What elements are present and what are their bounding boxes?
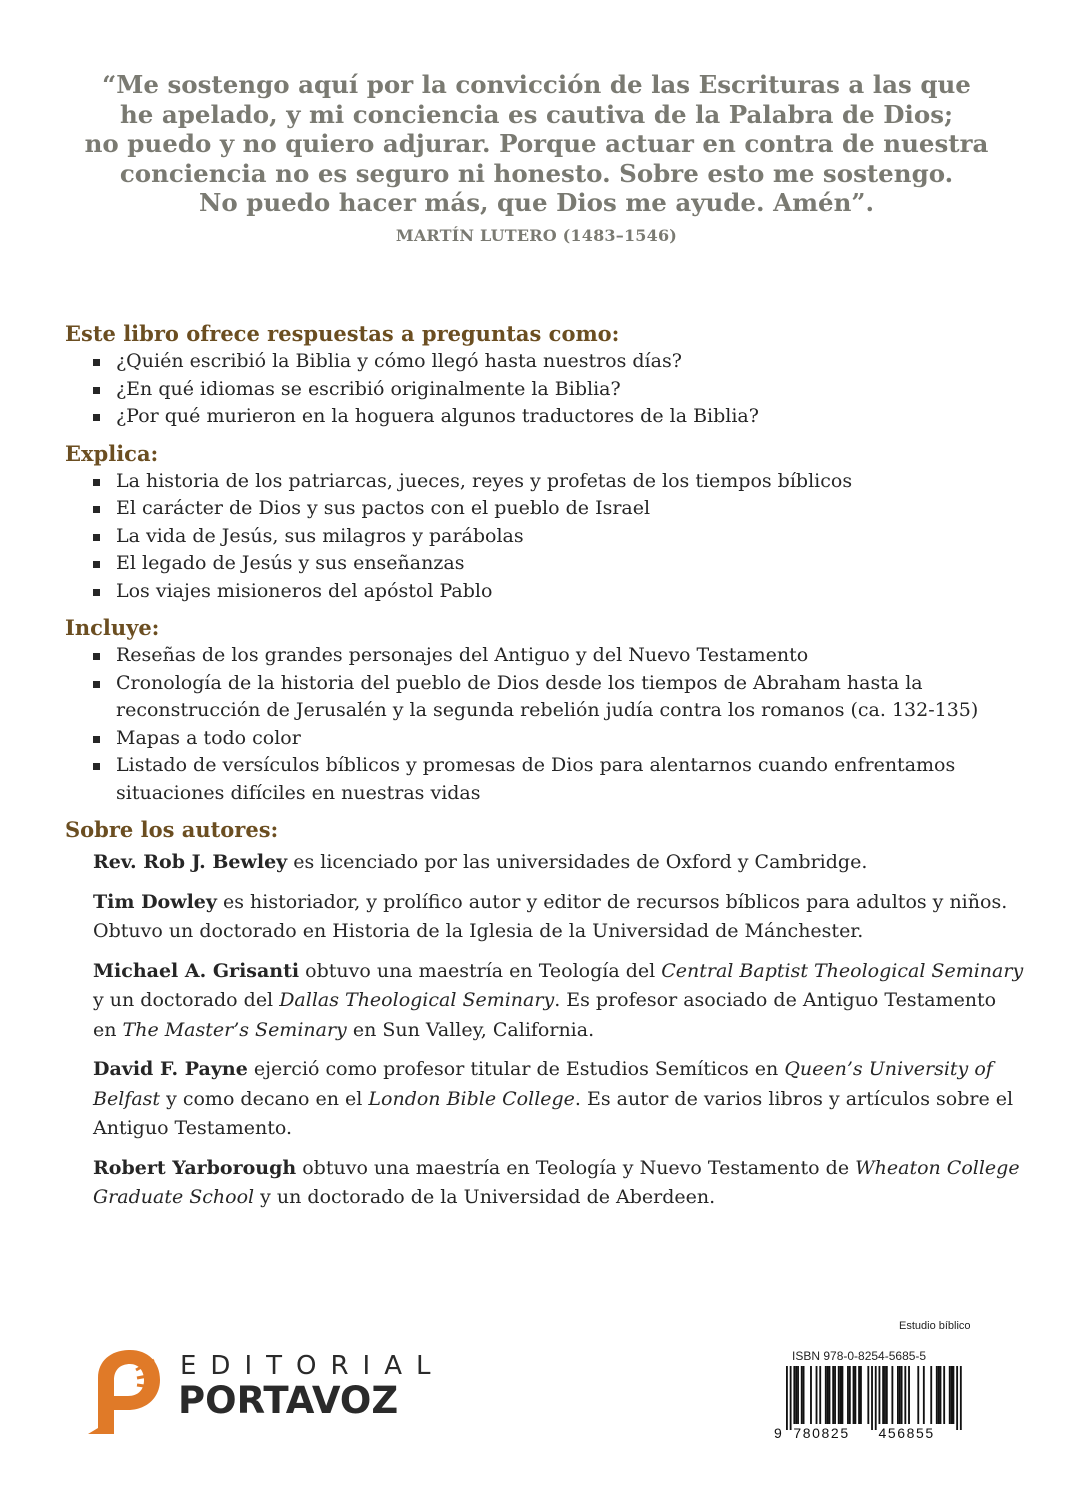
barcode-bar — [816, 1366, 818, 1424]
author-bio — [93, 888, 1025, 947]
barcode-bar — [803, 1366, 805, 1424]
barcode-bar — [825, 1366, 827, 1424]
category-label: Estudio bíblico — [899, 1320, 971, 1332]
list-item-text: La historia de los patriarcas, jueces, reyes y profetas de los tiempos bíblicos — [116, 469, 853, 492]
publisher-logo — [88, 1348, 445, 1433]
list-item-text: Cronología de la historia del pueblo de Dios desde los tiempos de Abraham hasta la reconstrucción de Jerusalén y la segunda rebelión judía contra los romanos (ca. 132-135) — [116, 671, 979, 721]
list-item — [93, 550, 1025, 578]
barcode-digits: 456855 — [878, 1425, 935, 1441]
institution-name: London Bible College — [368, 1087, 575, 1110]
barcode-bar — [951, 1366, 953, 1424]
bullet-square-icon — [93, 589, 100, 596]
list-item — [93, 578, 1025, 606]
barcode-digits: 9 — [774, 1425, 784, 1441]
author-bio-text: es licenciado por las universidades de Oxford y Cambridge. — [287, 851, 868, 873]
barcode-bar — [793, 1366, 795, 1424]
author-name: Robert Yarborough — [93, 1156, 297, 1179]
list-item — [93, 376, 1025, 404]
author-bio — [93, 1055, 1025, 1144]
list-item-text: El legado de Jesús y sus enseñanzas — [116, 552, 465, 574]
barcode — [772, 1364, 964, 1442]
authors-heading: Sobre los autores: — [65, 817, 279, 842]
author-bio-text: y un doctorado de la Universidad de Aberdeen. — [254, 1186, 716, 1208]
list-item-text: La vida de Jesús, sus milagros y parábolas — [116, 524, 524, 547]
barcode-bar — [938, 1366, 940, 1424]
list-item — [93, 642, 1025, 670]
barcode-bar — [842, 1366, 844, 1424]
questions-heading: Este libro ofrece respuestas a preguntas como: — [65, 321, 620, 346]
author-bio-text: obtuvo una maestría en Teología del — [299, 959, 662, 982]
quote-text — [60, 70, 1013, 218]
list-item — [93, 403, 1025, 431]
barcode-bar — [904, 1366, 906, 1424]
list-item — [93, 468, 1025, 496]
bullet-square-icon — [93, 736, 100, 743]
barcode-bar — [901, 1366, 903, 1424]
author-bio — [93, 957, 1025, 1046]
author-bio-text: es historiador, y prolífico autor y editor de recursos bíblicos para adultos y niños. Obtuvo un doctorado en Historia de la Iglesia de la Universidad de Mánchester. — [93, 890, 1008, 942]
barcode-bar — [847, 1366, 849, 1424]
barcode-bar — [960, 1366, 962, 1430]
barcode-bar — [908, 1366, 910, 1424]
quote-line: “Me sostengo aquí por la convicción de las Escrituras a las que — [102, 70, 971, 99]
barcode-bar — [936, 1366, 938, 1424]
barcode-bar — [930, 1366, 932, 1424]
barcode-bar — [956, 1366, 958, 1430]
list-item — [93, 725, 1025, 753]
barcode-bar — [940, 1366, 942, 1424]
bullet-square-icon — [93, 479, 100, 486]
includes-list — [65, 642, 1025, 807]
author-name: Tim Dowley — [93, 890, 217, 913]
barcode-bar — [838, 1366, 840, 1424]
epigraph-quote — [60, 70, 1013, 245]
logo-editorial-text: EDITORIAL — [180, 1351, 445, 1381]
barcode-bar — [953, 1366, 955, 1424]
barcode-bar — [810, 1366, 812, 1424]
barcode-bar — [899, 1366, 901, 1424]
list-item-text: El carácter de Dios y sus pactos con el pueblo de Israel — [116, 497, 651, 519]
author-bio-text: obtuvo una maestría en Teología y Nuevo Testamento de — [296, 1156, 856, 1179]
bullet-square-icon — [93, 414, 100, 421]
questions-list — [65, 348, 1025, 431]
barcode-bar — [849, 1366, 851, 1424]
barcode-bar — [860, 1366, 862, 1424]
author-bio — [93, 848, 1025, 878]
bullet-square-icon — [93, 763, 100, 770]
barcode-digits: 780825 — [793, 1425, 850, 1441]
barcode-bar — [858, 1366, 860, 1424]
barcode-bar — [854, 1366, 856, 1424]
quote-line: no puedo y no quiero adjurar. Porque actuar en contra de nuestra — [84, 129, 989, 158]
author-bio-text: y un doctorado del — [93, 989, 280, 1011]
barcode-bar — [795, 1366, 797, 1424]
barcode-bar — [790, 1366, 792, 1430]
institution-name: Wheaton College Graduate School — [93, 1156, 1020, 1208]
list-item — [93, 752, 1025, 807]
list-item-text: Listado de versículos bíblicos y promesas de Dios para alentarnos cuando enfrentamos situaciones difíciles en nuestras vidas — [116, 754, 956, 804]
list-item-text: ¿Por qué murieron en la hoguera algunos traductores de la Biblia? — [116, 405, 759, 427]
institution-name: Dallas Theological Seminary — [279, 989, 555, 1011]
logo-portavoz-text: PORTAVOZ — [178, 1379, 399, 1422]
bullet-square-icon — [93, 681, 100, 688]
barcode-bar — [923, 1366, 925, 1424]
barcode-bar — [886, 1366, 888, 1424]
explains-list — [65, 468, 1025, 606]
barcode-bar — [853, 1366, 855, 1424]
author-bio-text: . Es autor de varios libros y artículos sobre el Antiguo Testamento. — [93, 1087, 1014, 1139]
quote-line: he apelado, y mi conciencia es cautiva de la Palabra de Dios; — [119, 99, 954, 129]
barcode-bar — [829, 1366, 831, 1424]
barcode-bar — [867, 1366, 869, 1424]
barcode-bar — [801, 1366, 803, 1424]
bullet-square-icon — [93, 387, 100, 394]
barcode-bar — [875, 1366, 877, 1430]
bullet-square-icon — [93, 359, 100, 366]
bullet-square-icon — [93, 506, 100, 513]
list-item-text: Reseñas de los grandes personajes del Antiguo y del Nuevo Testamento — [116, 644, 809, 666]
author-bio-text: . Es profesor asociado de Antiguo Testamento en — [93, 989, 997, 1041]
barcode-bar — [871, 1366, 873, 1430]
barcode-bar — [832, 1366, 834, 1424]
isbn-label: ISBN 978-0-8254-5685-5 — [792, 1349, 927, 1363]
list-item-text: Los viajes misioneros del apóstol Pablo — [116, 579, 493, 602]
barcode-bar — [897, 1366, 899, 1424]
author-name: David F. Payne — [93, 1058, 248, 1080]
barcode-bar — [840, 1366, 842, 1424]
list-item-text: Mapas a todo color — [116, 726, 301, 749]
barcode-bar — [819, 1366, 821, 1424]
barcode-bar — [834, 1366, 836, 1424]
barcode-bar — [949, 1366, 951, 1424]
bullet-square-icon — [93, 534, 100, 541]
barcode-bar — [891, 1366, 893, 1424]
includes-heading: Incluye: — [65, 615, 160, 640]
institution-name: Queen’s University of Belfast — [93, 1058, 993, 1110]
barcode-bar — [879, 1366, 881, 1424]
barcode-bar — [786, 1366, 788, 1430]
list-item — [93, 670, 1025, 725]
list-item-text: ¿Quién escribió la Biblia y cómo llegó hasta nuestros días? — [116, 350, 682, 372]
bullet-square-icon — [93, 653, 100, 660]
quote-line: conciencia no es seguro ni honesto. Sobre esto me sostengo. — [119, 158, 954, 188]
author-name: Rev. Rob J. Bewley — [93, 851, 288, 873]
barcode-bar — [917, 1366, 919, 1424]
author-name: Michael A. Grisanti — [93, 959, 300, 982]
quote-attribution: MARTÍN LUTERO (1483–1546) — [395, 225, 678, 245]
portavoz-megaphone-icon — [88, 1348, 174, 1434]
author-bio-text: en Sun Valley, California. — [346, 1018, 595, 1041]
explains-heading: Explica: — [65, 440, 159, 466]
barcode-bar — [797, 1366, 799, 1424]
list-item — [93, 523, 1025, 551]
list-item-text: ¿En qué idiomas se escribió originalmente la Biblia? — [116, 377, 621, 400]
author-bio-text: y como decano en el — [160, 1087, 369, 1110]
list-item — [93, 348, 1025, 376]
list-item — [93, 495, 1025, 523]
quote-line: No puedo hacer más, que Dios me ayude. Amén”. — [198, 188, 875, 217]
institution-name: The Master’s Seminary — [122, 1018, 347, 1041]
barcode-bar — [882, 1366, 884, 1424]
barcode-bar — [943, 1366, 945, 1424]
back-cover-content — [65, 320, 1025, 1223]
barcode-bar — [827, 1366, 829, 1424]
institution-name: Central Baptist Theological Seminary — [661, 959, 1024, 982]
authors-list — [93, 848, 1025, 1213]
barcode-bar — [884, 1366, 886, 1424]
author-bio — [93, 1154, 1025, 1213]
bullet-square-icon — [93, 561, 100, 568]
author-bio-text: ejerció como profesor titular de Estudios Semíticos en — [247, 1058, 785, 1080]
